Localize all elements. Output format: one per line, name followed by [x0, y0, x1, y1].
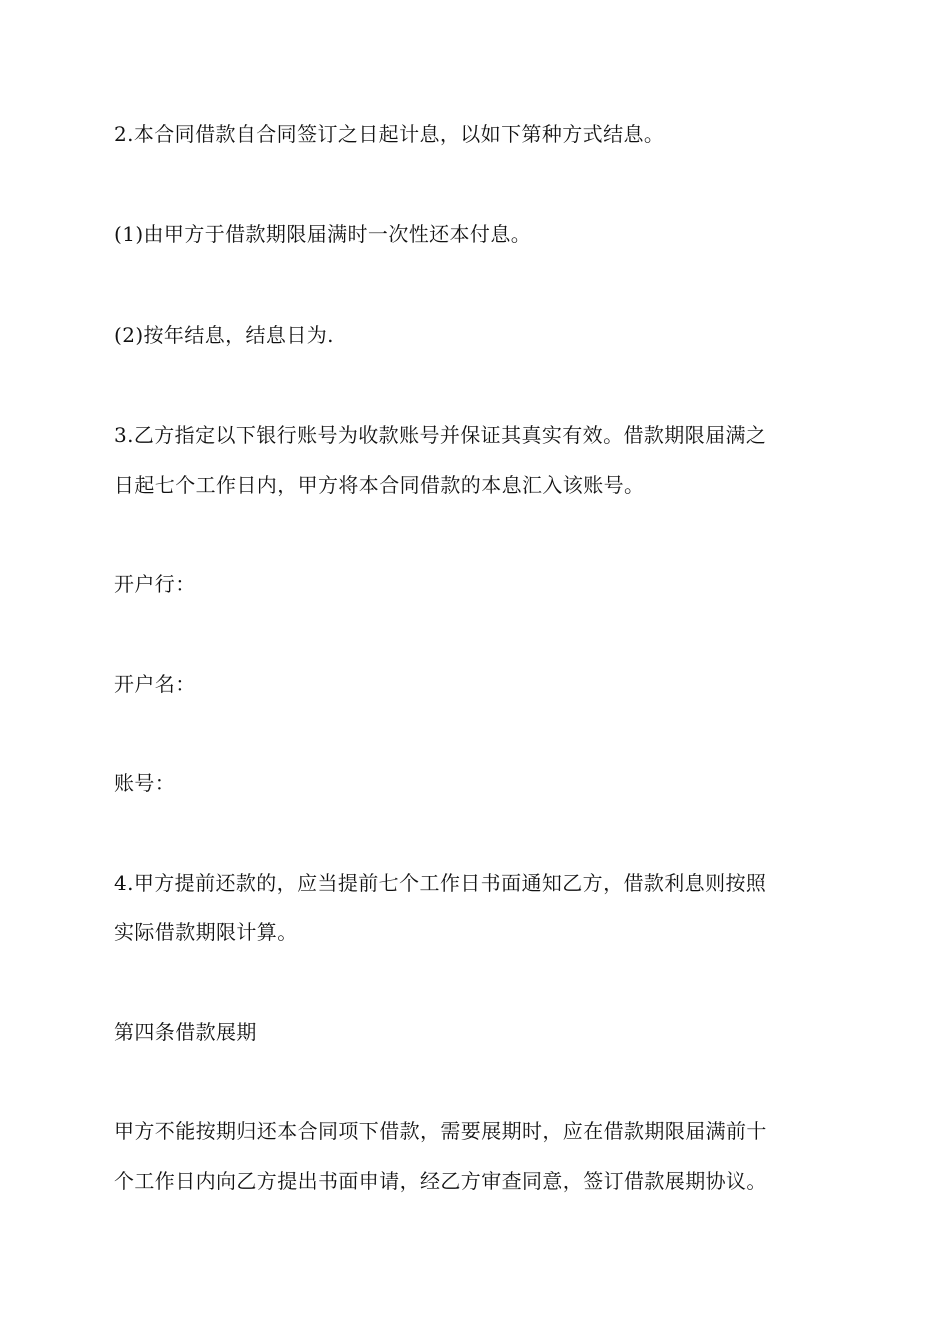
clause-3-bank-account-line-2: 日起七个工作日内，甲方将本合同借款的本息汇入该账号。: [114, 473, 645, 497]
article-4-heading: 第四条借款展期: [114, 1020, 257, 1044]
bank-name-label: 开户行：: [114, 572, 196, 596]
account-name-label: 开户名：: [114, 672, 196, 696]
clause-3-bank-account-line-1: 3.乙方指定以下银行账号为收款账号并保证其真实有效。借款期限届满之: [114, 423, 767, 447]
clause-4-early-repayment-line-1: 4.甲方提前还款的，应当提前七个工作日书面通知乙方，借款利息则按照: [114, 871, 767, 895]
extension-paragraph-line-1: 甲方不能按期归还本合同项下借款，需要展期时，应在借款期限届满前十: [114, 1119, 767, 1143]
option-2-annual-settlement: (2)按年结息，结息日为.: [114, 323, 334, 347]
extension-paragraph-line-2: 个工作日内向乙方提出书面申请，经乙方审查同意，签订借款展期协议。: [114, 1169, 767, 1193]
account-number-label: 账号：: [114, 771, 176, 795]
clause-4-early-repayment-line-2: 实际借款期限计算。: [114, 920, 298, 944]
clause-2-interest-start: 2.本合同借款自合同签订之日起计息，以如下第种方式结息。: [114, 122, 665, 146]
option-1-lump-sum: (1)由甲方于借款期限届满时一次性还本付息。: [114, 222, 532, 246]
